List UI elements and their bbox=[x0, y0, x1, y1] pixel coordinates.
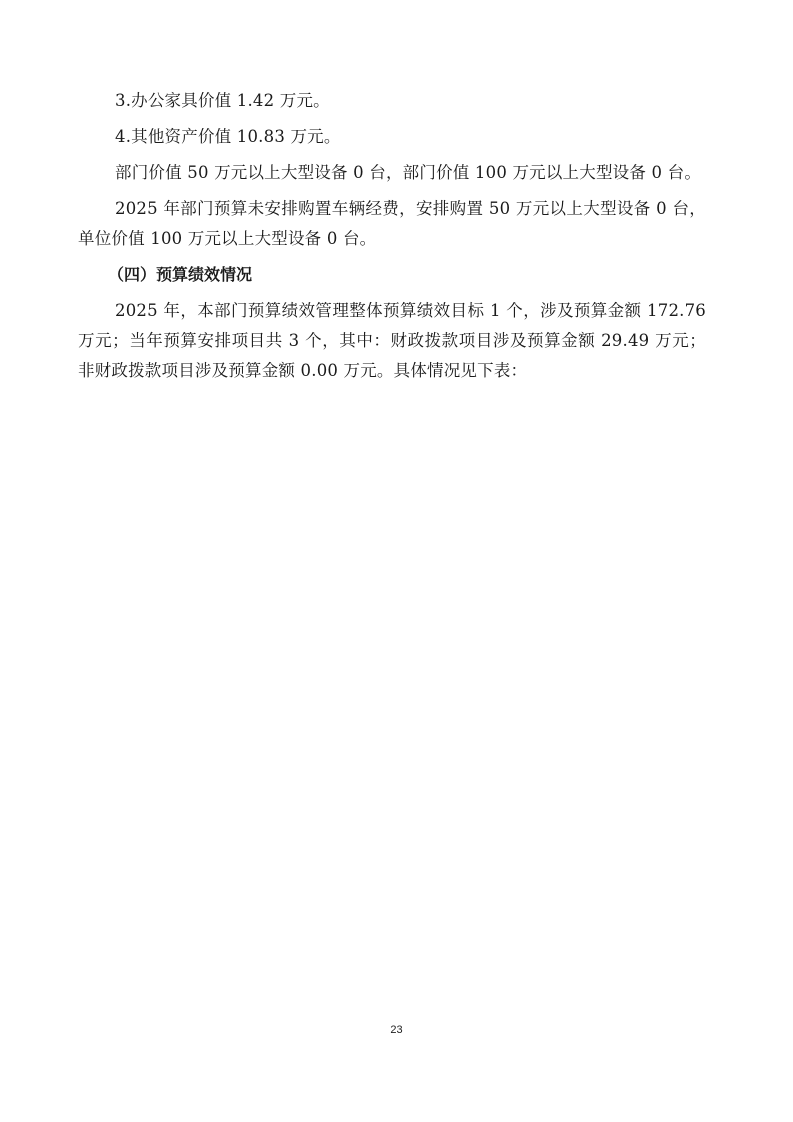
page-number: 23 bbox=[390, 1024, 403, 1036]
paragraph-vehicle-purchase: 2025 年部门预算未安排购置车辆经费，安排购置 50 万元以上大型设备 0 台，单位价值 100 万元以上大型设备 0 台。 bbox=[78, 199, 706, 248]
paragraph-performance-summary: 2025 年，本部门预算绩效管理整体预算绩效目标 1 个，涉及预算金额 172.76 万元；当年预算安排项目共 3 个，其中：财政拨款项目涉及预算金额 29.49 万元；非财政拨款项目涉及预算金额 0.00 万元。具体情况见下表： bbox=[78, 301, 706, 380]
paragraph-furniture-value: 3.办公家具价值 1.42 万元。 bbox=[115, 91, 330, 110]
paragraph-large-equipment: 部门价值 50 万元以上大型设备 0 台，部门价值 100 万元以上大型设备 0 台。 bbox=[115, 163, 702, 182]
section-heading-performance: （四）预算绩效情况 bbox=[108, 265, 253, 284]
document-body bbox=[78, 86, 706, 392]
paragraph-other-assets-value: 4.其他资产价值 10.83 万元。 bbox=[115, 127, 341, 146]
